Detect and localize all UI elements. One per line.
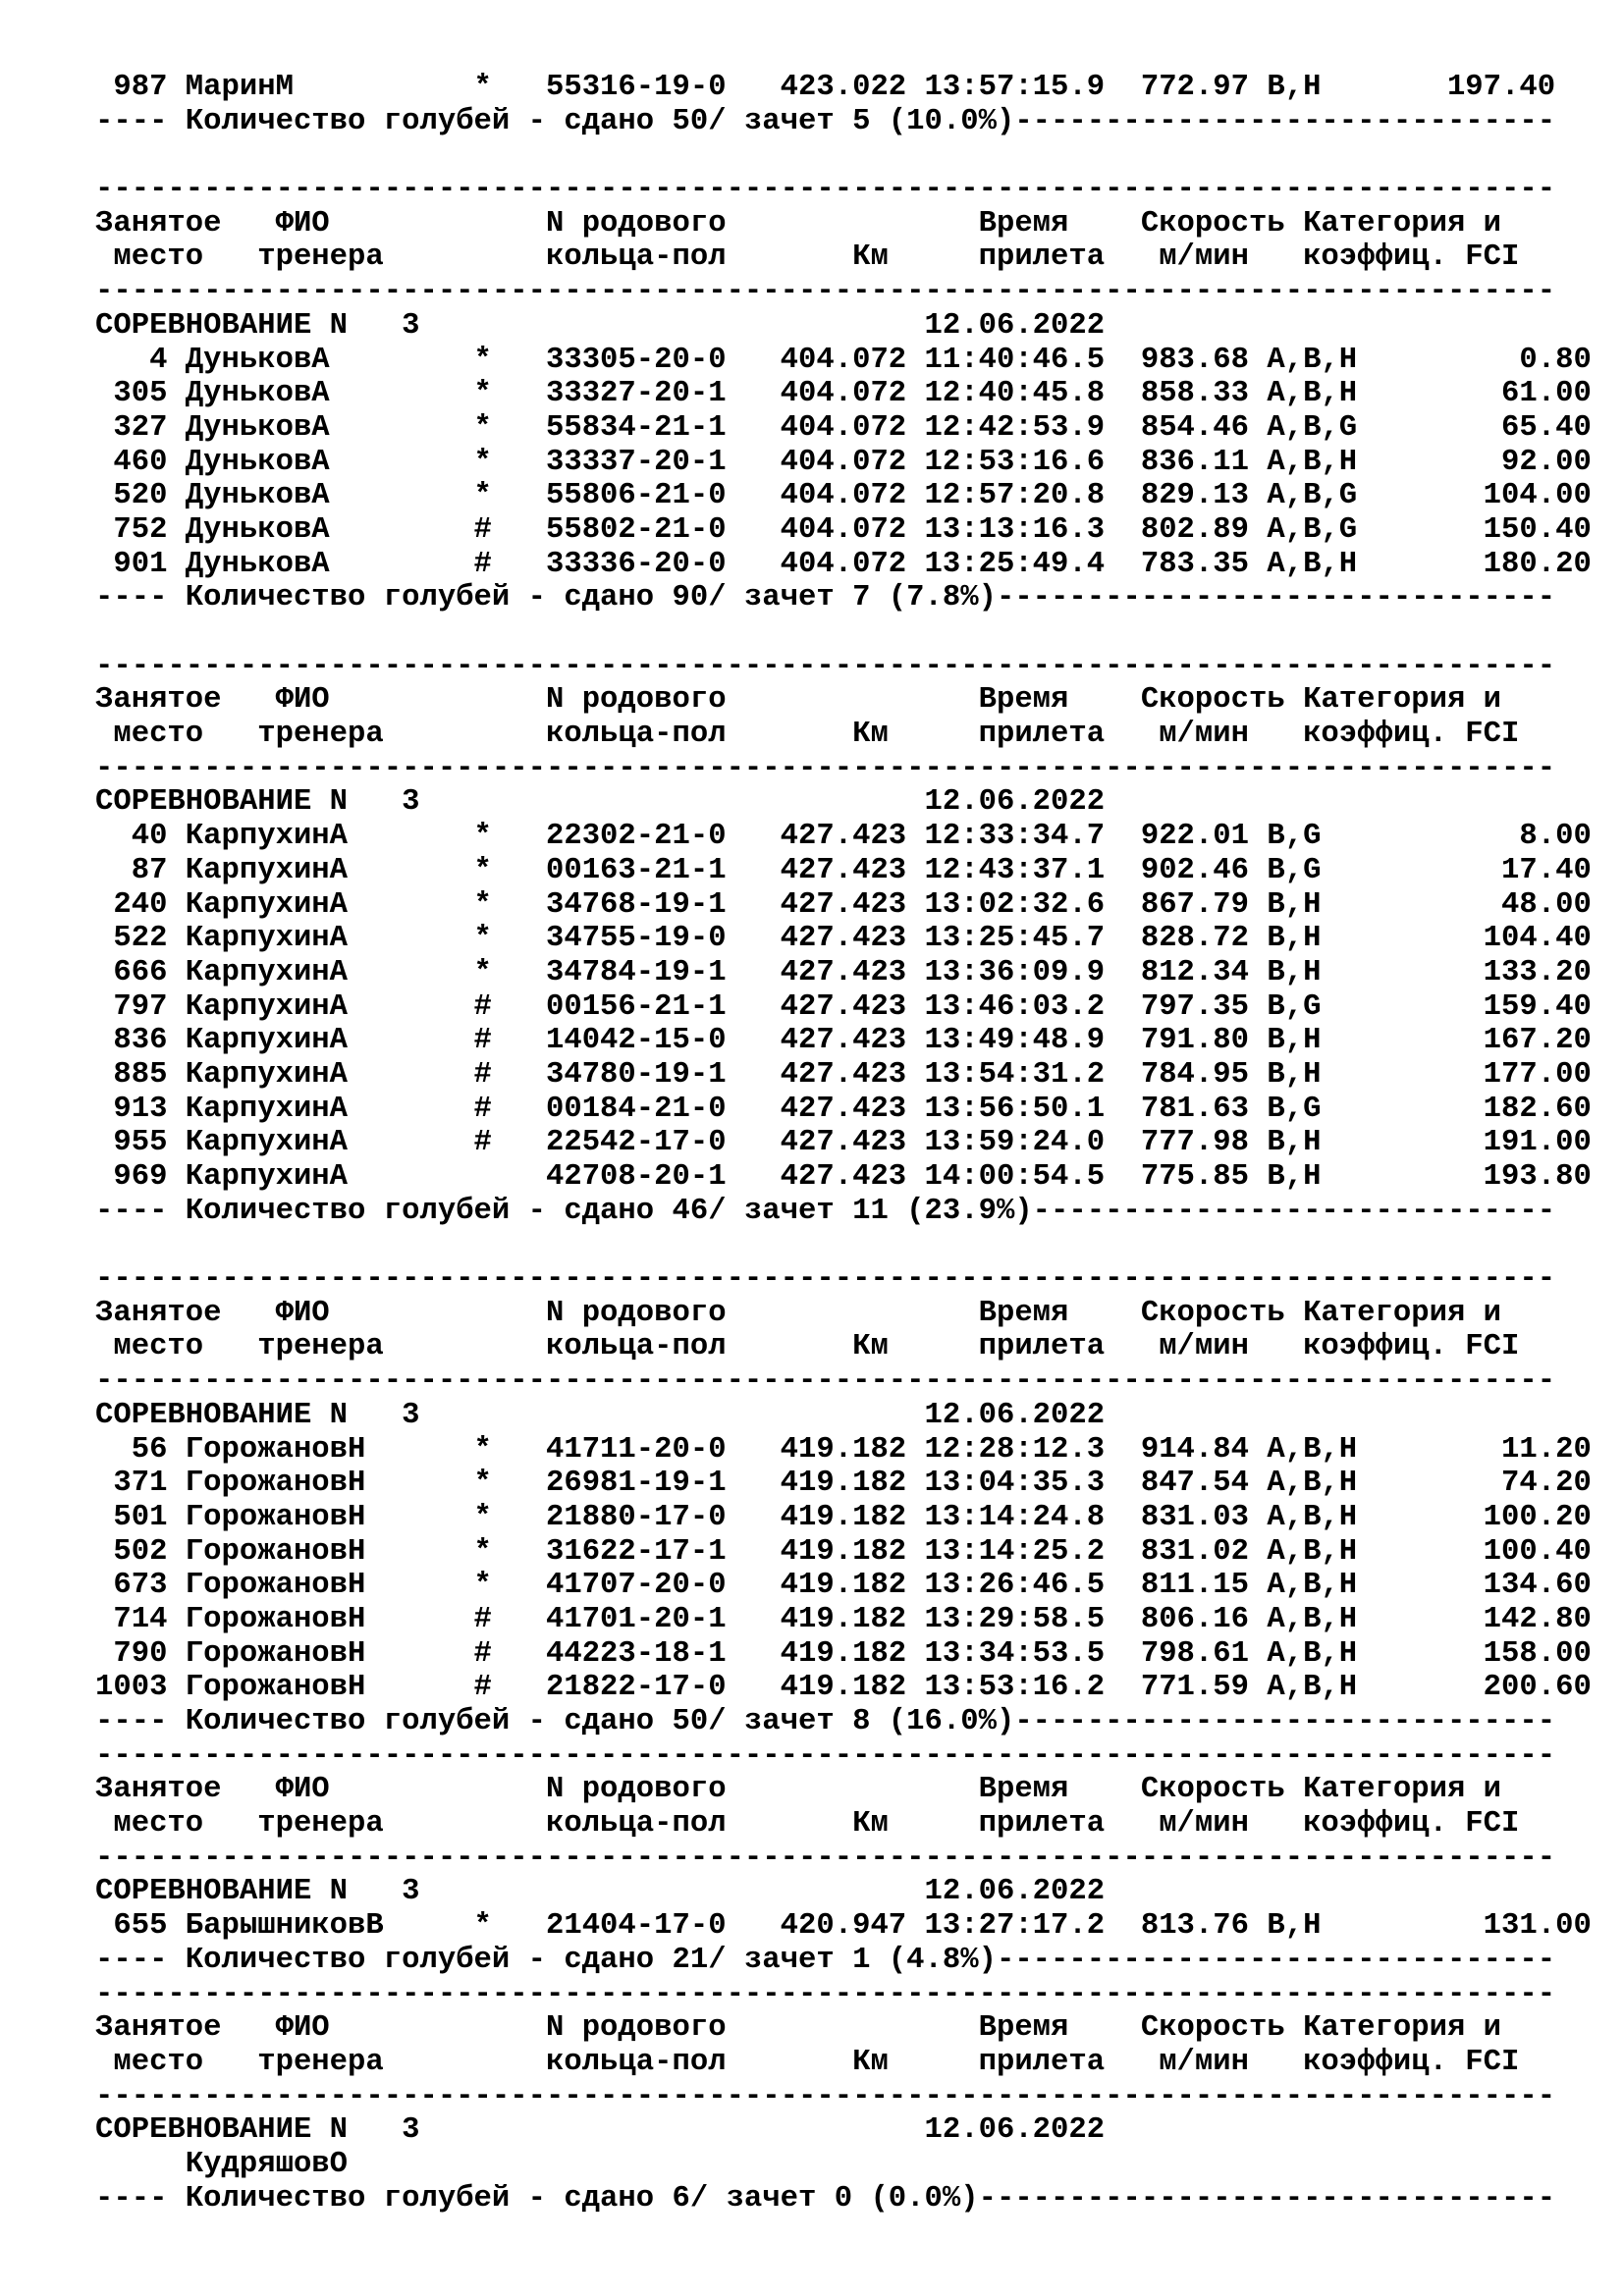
summary-line: ---- Количество голубей - сдано 50/ зачет 8 (16.0%)------------------------------ [95, 1705, 1556, 1738]
column-header: место тренера кольца-пол Км прилета м/мин коэффиц. FCI [95, 718, 1520, 752]
result-row: 501 ГорожановН * 21880-17-0 419.182 13:14:24.8 831.03 A,B,H 100.20 [95, 1500, 1592, 1534]
column-header: Занятое ФИО N родового Время Скорость Категория и [95, 1296, 1502, 1330]
competition-header: СОРЕВНОВАНИЕ N 3 12.06.2022 [95, 785, 1106, 820]
result-row: 1003 ГорожановН # 21822-17-0 419.182 13:53:16.2 771.59 A,B,H 200.60 [95, 1671, 1592, 1705]
competition-header: СОРЕВНОВАНИЕ N 3 12.06.2022 [95, 308, 1106, 343]
column-header: Занятое ФИО N родового Время Скорость Категория и [95, 206, 1502, 240]
column-header: место тренера кольца-пол Км прилета м/мин коэффиц. FCI [95, 2045, 1520, 2079]
column-header: Занятое ФИО N родового Время Скорость Категория и [95, 1773, 1502, 1807]
result-row: 327 ДуньковА * 55834-21-1 404.072 12:42:53.9 854.46 A,B,G 65.40 [95, 410, 1592, 445]
result-row: 790 ГорожановН # 44223-18-1 419.182 13:34:53.5 798.61 A,B,H 158.00 [95, 1636, 1592, 1671]
result-row: 520 ДуньковА * 55806-21-0 404.072 12:57:20.8 829.13 A,B,G 104.00 [95, 479, 1592, 513]
competition-header: СОРЕВНОВАНИЕ N 3 12.06.2022 [95, 2113, 1106, 2148]
result-row: 673 ГорожановН * 41707-20-0 419.182 13:26:46.5 811.15 A,B,H 134.60 [95, 1569, 1592, 1603]
column-header: место тренера кольца-пол Км прилета м/мин коэффиц. FCI [95, 1330, 1520, 1364]
result-row: 4 ДуньковА * 33305-20-0 404.072 11:40:46.5 983.68 A,B,H 0.80 [95, 343, 1592, 377]
summary-line: ---- Количество голубей - сдано 90/ зачет 7 (7.8%)------------------------------- [95, 581, 1556, 615]
blank-line [95, 615, 1592, 650]
result-row: 56 ГорожановН * 41711-20-0 419.182 12:28:12.3 914.84 A,B,H 11.20 [95, 1432, 1592, 1467]
result-row: 901 ДуньковА # 33336-20-0 404.072 13:25:49.4 783.35 A,B,H 180.20 [95, 547, 1592, 581]
result-row: 955 КарпухинА # 22542-17-0 427.423 13:59:24.0 777.98 B,H 191.00 [95, 1126, 1592, 1160]
result-row: 460 ДуньковА * 33337-20-1 404.072 12:53:16.6 836.11 A,B,H 92.00 [95, 445, 1592, 479]
column-header: Занятое ФИО N родового Время Скорость Категория и [95, 683, 1502, 718]
result-row: 502 ГорожановН * 31622-17-1 419.182 13:14:25.2 831.02 A,B,H 100.40 [95, 1534, 1592, 1569]
column-header: Занятое ФИО N родового Время Скорость Категория и [95, 2011, 1502, 2046]
result-row: 240 КарпухинА * 34768-19-1 427.423 13:02:32.6 867.79 B,H 48.00 [95, 887, 1592, 922]
summary-line: ---- Количество голубей - сдано 6/ зачет 0 (0.0%)-------------------------------- [95, 2181, 1556, 2216]
result-row: 305 ДуньковА * 33327-20-1 404.072 12:40:45.8 858.33 A,B,H 61.00 [95, 377, 1592, 411]
result-row: КудряшовО [95, 2147, 349, 2181]
blank-line [95, 1228, 1592, 1262]
result-row: 885 КарпухинА # 34780-19-1 427.423 13:54:31.2 784.95 B,H 177.00 [95, 1057, 1592, 1092]
result-row: 655 БарышниковВ * 21404-17-0 420.947 13:27:17.2 813.76 B,H 131.00 [95, 1909, 1592, 1944]
separator-line: --------------------------------------------------------------------------------- [95, 1364, 1556, 1399]
separator-line: --------------------------------------------------------------------------------- [95, 1738, 1556, 1773]
result-row: 87 КарпухинА * 00163-21-1 427.423 12:43:37.1 902.46 B,G 17.40 [95, 853, 1592, 887]
result-row: 752 ДуньковА # 55802-21-0 404.072 13:13:16.3 802.89 A,B,G 150.40 [95, 512, 1592, 547]
separator-line: --------------------------------------------------------------------------------- [95, 1977, 1556, 2011]
column-header: место тренера кольца-пол Км прилета м/мин коэффиц. FCI [95, 240, 1520, 275]
result-row: 522 КарпухинА * 34755-19-0 427.423 13:25:45.7 828.72 B,H 104.40 [95, 922, 1592, 956]
summary-line: ---- Количество голубей - сдано 50/ зачет 5 (10.0%)------------------------------ [95, 104, 1556, 138]
result-row: 714 ГорожановН # 41701-20-1 419.182 13:29:58.5 806.16 A,B,H 142.80 [95, 1602, 1592, 1636]
separator-line: --------------------------------------------------------------------------------- [95, 649, 1556, 683]
summary-line: ---- Количество голубей - сдано 21/ зачет 1 (4.8%)------------------------------- [95, 1943, 1556, 1977]
result-row: 969 КарпухинА 42708-20-1 427.423 14:00:54.5 775.85 B,H 193.80 [95, 1160, 1592, 1194]
result-row: 40 КарпухинА * 22302-21-0 427.423 12:33:34.7 922.01 B,G 8.00 [95, 820, 1592, 854]
competition-header: СОРЕВНОВАНИЕ N 3 12.06.2022 [95, 1875, 1106, 1909]
separator-line: --------------------------------------------------------------------------------- [95, 275, 1556, 309]
result-row: 797 КарпухинА # 00156-21-1 427.423 13:46:03.2 797.35 B,G 159.40 [95, 989, 1592, 1024]
competition-header: СОРЕВНОВАНИЕ N 3 12.06.2022 [95, 1398, 1106, 1432]
column-header: место тренера кольца-пол Км прилета м/мин коэффиц. FCI [95, 1807, 1520, 1842]
separator-line: --------------------------------------------------------------------------------- [95, 1262, 1556, 1297]
result-row: 371 ГорожановН * 26981-19-1 419.182 13:04:35.3 847.54 A,B,H 74.20 [95, 1467, 1592, 1501]
separator-line: --------------------------------------------------------------------------------- [95, 751, 1556, 785]
results-printout [95, 71, 1592, 2216]
blank-line [95, 138, 1592, 173]
separator-line: --------------------------------------------------------------------------------- [95, 1841, 1556, 1875]
result-row: 913 КарпухинА # 00184-21-0 427.423 13:56:50.1 781.63 B,G 182.60 [95, 1092, 1592, 1126]
result-row: 836 КарпухинА # 14042-15-0 427.423 13:49:48.9 791.80 B,H 167.20 [95, 1024, 1592, 1058]
summary-line: ---- Количество голубей - сдано 46/ зачет 11 (23.9%)----------------------------- [95, 1194, 1556, 1228]
separator-line: --------------------------------------------------------------------------------- [95, 2079, 1556, 2113]
separator-line: --------------------------------------------------------------------------------- [95, 173, 1556, 207]
result-row: 987 МаринМ * 55316-19-0 423.022 13:57:15.9 772.97 B,H 197.40 [95, 71, 1556, 104]
result-row: 666 КарпухинА * 34784-19-1 427.423 13:36:09.9 812.34 B,H 133.20 [95, 955, 1592, 989]
